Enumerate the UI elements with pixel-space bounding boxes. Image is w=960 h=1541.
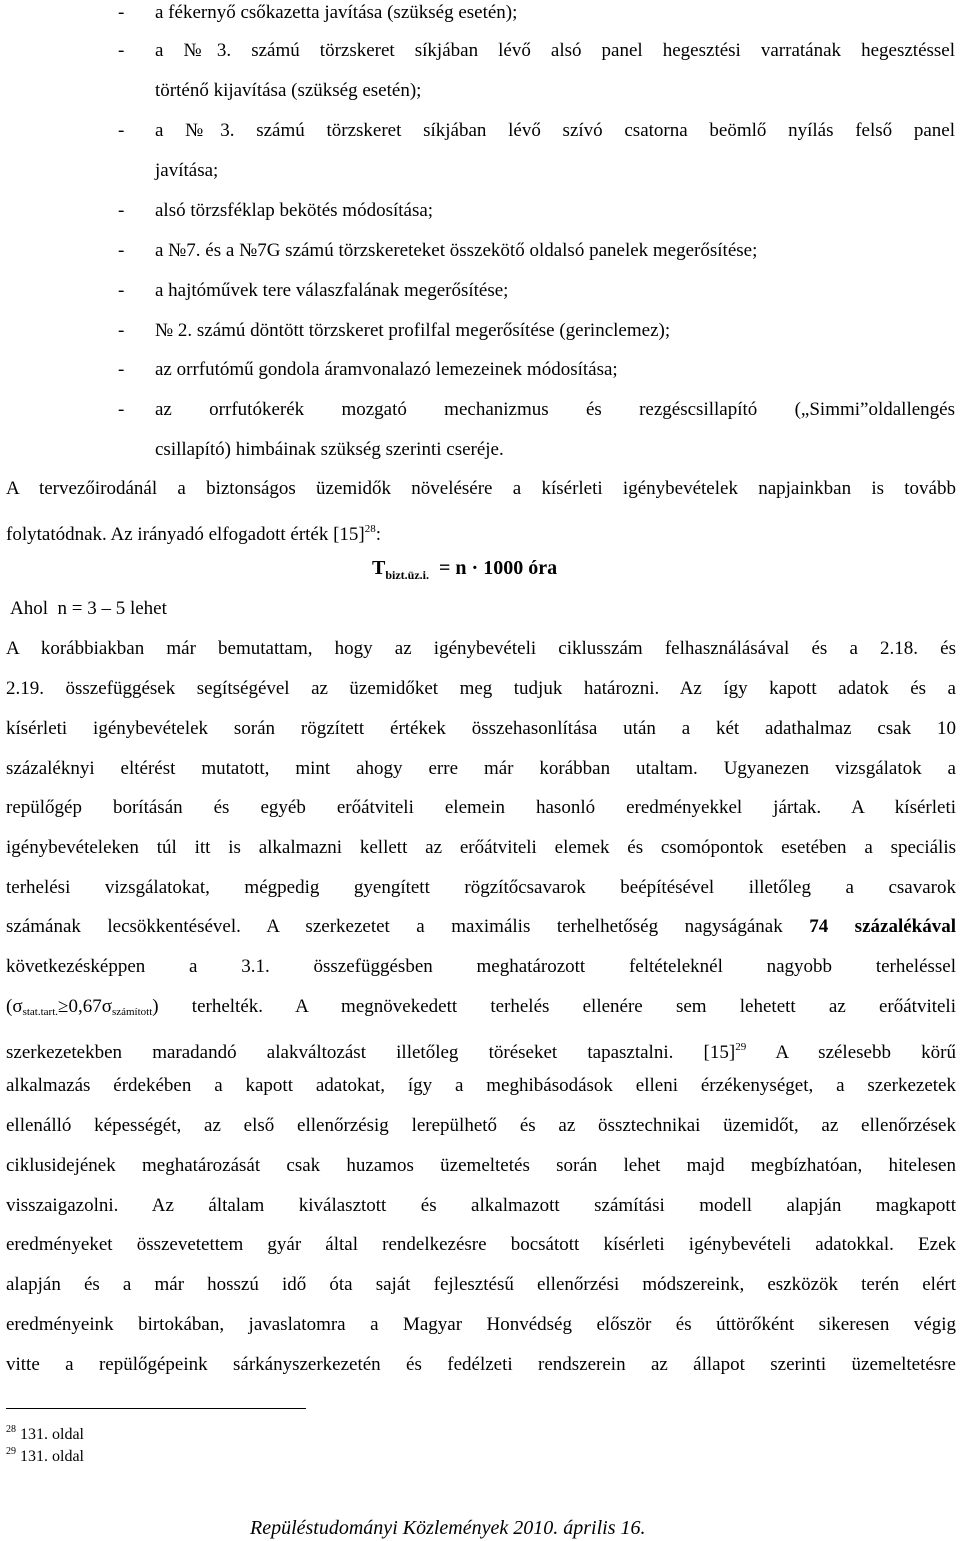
list-item-text: a №3. számú törzskeret síkjában lévő alsó panel hegesztési varratának hegesztéssel [155, 40, 955, 61]
list-dash: - [118, 240, 125, 261]
text-run: számának lecsökkentésével. A szerkezetet a maximális terhelhetőség nagyságának [6, 916, 783, 937]
paragraph-line: A tervezőirodánál a biztonságos üzemidők növelésére a kísérleti igénybevételek napjainkban is tovább [6, 478, 956, 499]
list-item-text: javítása; [155, 160, 219, 181]
list-item [0, 238, 960, 278]
paragraph-line [6, 994, 956, 1025]
paragraph-line: alkalmazás érdekében a kapott adatokat, így a meghibásodások elleni érzékenységet, a szerkezetek [6, 1075, 956, 1096]
list-item-text: az orrfutómű gondola áramvonalazó lemezeinek módosítása; [155, 359, 618, 380]
text-run: A szélesebb körű [746, 1042, 956, 1063]
paragraph-line: százaléknyi eltérést mutatott, mint ahogy erre már korábban utaltam. Ugyanezen vizsgálatok a [6, 758, 956, 779]
list-item-text: az orrfutókerék mozgató mechanizmus és rezgéscsillapító („Simmi”oldallengés [155, 399, 955, 420]
paragraph-line [6, 516, 956, 548]
list-item-text: a fékernyő csőkazetta javítása (szükség esetén); [155, 2, 518, 23]
list-dash: - [118, 280, 125, 301]
list-item-text: a №7. és a №7G számú törzskereteket összekötő oldalsó panelek megerősítése; [155, 240, 758, 261]
list-item [0, 118, 960, 158]
list-item-continuation [0, 437, 960, 477]
paragraph-line: ellenálló képességét, az első ellenőrzésig lerepülhető és az össztechnikai üzemidőt, az ellenőrzések [6, 1115, 956, 1136]
footnote-ref: 28 [364, 523, 376, 535]
text-run: : [375, 524, 382, 545]
list-item [0, 397, 960, 437]
paragraph-line: terhelési vizsgálatokat, mégpedig gyengített rögzítőcsavarok beépítésével illetőleg a csavarok [6, 877, 956, 898]
paragraph-line: A korábbiakban már bemutattam, hogy az igénybevételi ciklusszám felhasználásával és a 2.18. és [6, 638, 956, 659]
paragraph-line [6, 914, 956, 940]
list-item-continuation [0, 78, 960, 118]
paragraph-line: alapján és a már hosszú idő óta saját fejlesztésű ellenőrzési módszereink, eszközök terén elért [6, 1274, 956, 1295]
paragraph-line: visszaigazolni. Az általam kiválasztott és alkalmazott számítási modell alapján magkapott [6, 1195, 956, 1216]
paragraph-line: következésképpen a 3.1. összefüggésben meghatározott feltételeknél nagyobb terheléssel [6, 956, 956, 977]
list-item [0, 318, 960, 358]
list-item [0, 198, 960, 238]
list-dash: - [118, 2, 125, 23]
paragraph-line: kísérleti igénybevételek során rögzített értékek összehasonlítása után a két adathalmaz csak 10 [6, 718, 956, 739]
paragraph-line: eredményeket összevetettem gyár által rendelkezésre bocsátott kísérleti igénybevételi adatokkal. Ezek [6, 1234, 956, 1255]
subscript: számított [111, 1006, 153, 1018]
paragraph-line [6, 1034, 956, 1066]
paragraph-line: eredményeink birtokában, javaslatomra a Magyar Honvédség először és úttörőként sikeresen végig [6, 1314, 956, 1335]
formula-rhs: = n · 1000 óra [439, 557, 558, 579]
paragraph-line: vitte a repülőgépeink sárkányszerkezetén és fedélzeti rendszerein az állapot szerinti üzemeltetésre [6, 1354, 956, 1375]
formula-subscript: bizt.üz.i. [385, 568, 430, 582]
list-item [0, 278, 960, 318]
list-dash: - [118, 359, 125, 380]
list-dash: - [118, 40, 125, 61]
footnote-text: 131. oldal [16, 1448, 84, 1465]
list-dash: - [118, 399, 125, 420]
ahol-line: Ahol n = 3 – 5 lehet [10, 598, 167, 619]
text-run: folytatódnak. Az irányadó elfogadott érték [15] [6, 524, 365, 545]
list-dash: - [118, 120, 125, 141]
subscript: stat.tart. [22, 1006, 59, 1018]
text-run: (σ [6, 996, 23, 1017]
footnote [6, 1442, 84, 1467]
formula-symbol: T [372, 557, 386, 579]
text-run: ) terhelték. A megnövekedett terhelés ellenére sem lehetett az erőátviteli [152, 996, 956, 1017]
list-item-text: № 2. számú döntött törzskeret profilfal megerősítése (gerinclemez); [155, 320, 671, 341]
paragraph-line: 2.19. összefüggések segítségével az üzemidőket meg tudjuk határozni. Az így kapott adatok és a [6, 678, 956, 699]
text-run: ≥0,67σ [58, 996, 112, 1017]
footnote-ref: 29 [735, 1041, 747, 1053]
list-item-text: történő kijavítása (szükség esetén); [155, 80, 422, 101]
page-footer: Repüléstudományi Közlemények 2010. április 16. [250, 1517, 646, 1539]
paragraph-line: ciklusidejének meghatározását csak huzamos üzemeltetés során lehet majd megbízhatóan, hitelesen [6, 1155, 956, 1176]
footnote-separator [6, 1408, 306, 1409]
list-item-continuation [0, 158, 960, 198]
footnote-number: 29 [6, 1446, 16, 1457]
text-run: szerkezetekben maradandó alakváltozást illetőleg töréseket tapasztalni. [15] [6, 1042, 736, 1063]
list-dash: - [118, 320, 125, 341]
list-item-text: a hajtóművek tere válaszfalának megerősítése; [155, 280, 509, 301]
list-item [0, 0, 960, 40]
list-item-text: a №3. számú törzskeret síkjában lévő szívó csatorna beömlő nyílás felső panel [155, 120, 955, 141]
paragraph-line: repülőgép borításán és egyéb erőátviteli elemein hasonló eredményekkel jártak. A kísérleti [6, 797, 956, 818]
list-item-text: alsó törzsféklap bekötés módosítása; [155, 200, 434, 221]
paragraph-line: igénybevételeken túl itt is alkalmazni kellett az erőátviteli elemek és csomópontok esetében a speciális [6, 837, 956, 858]
footnote-text: 131. oldal [16, 1426, 84, 1443]
list-item [0, 357, 960, 397]
list-item-text: csillapító) himbáinak szükség szerinti cseréje. [155, 439, 504, 460]
list-item [0, 38, 960, 78]
list-dash: - [118, 200, 125, 221]
bold-text-run: 74 százalékával [809, 916, 956, 937]
formula [372, 555, 557, 588]
footnote-number: 28 [6, 1424, 16, 1435]
